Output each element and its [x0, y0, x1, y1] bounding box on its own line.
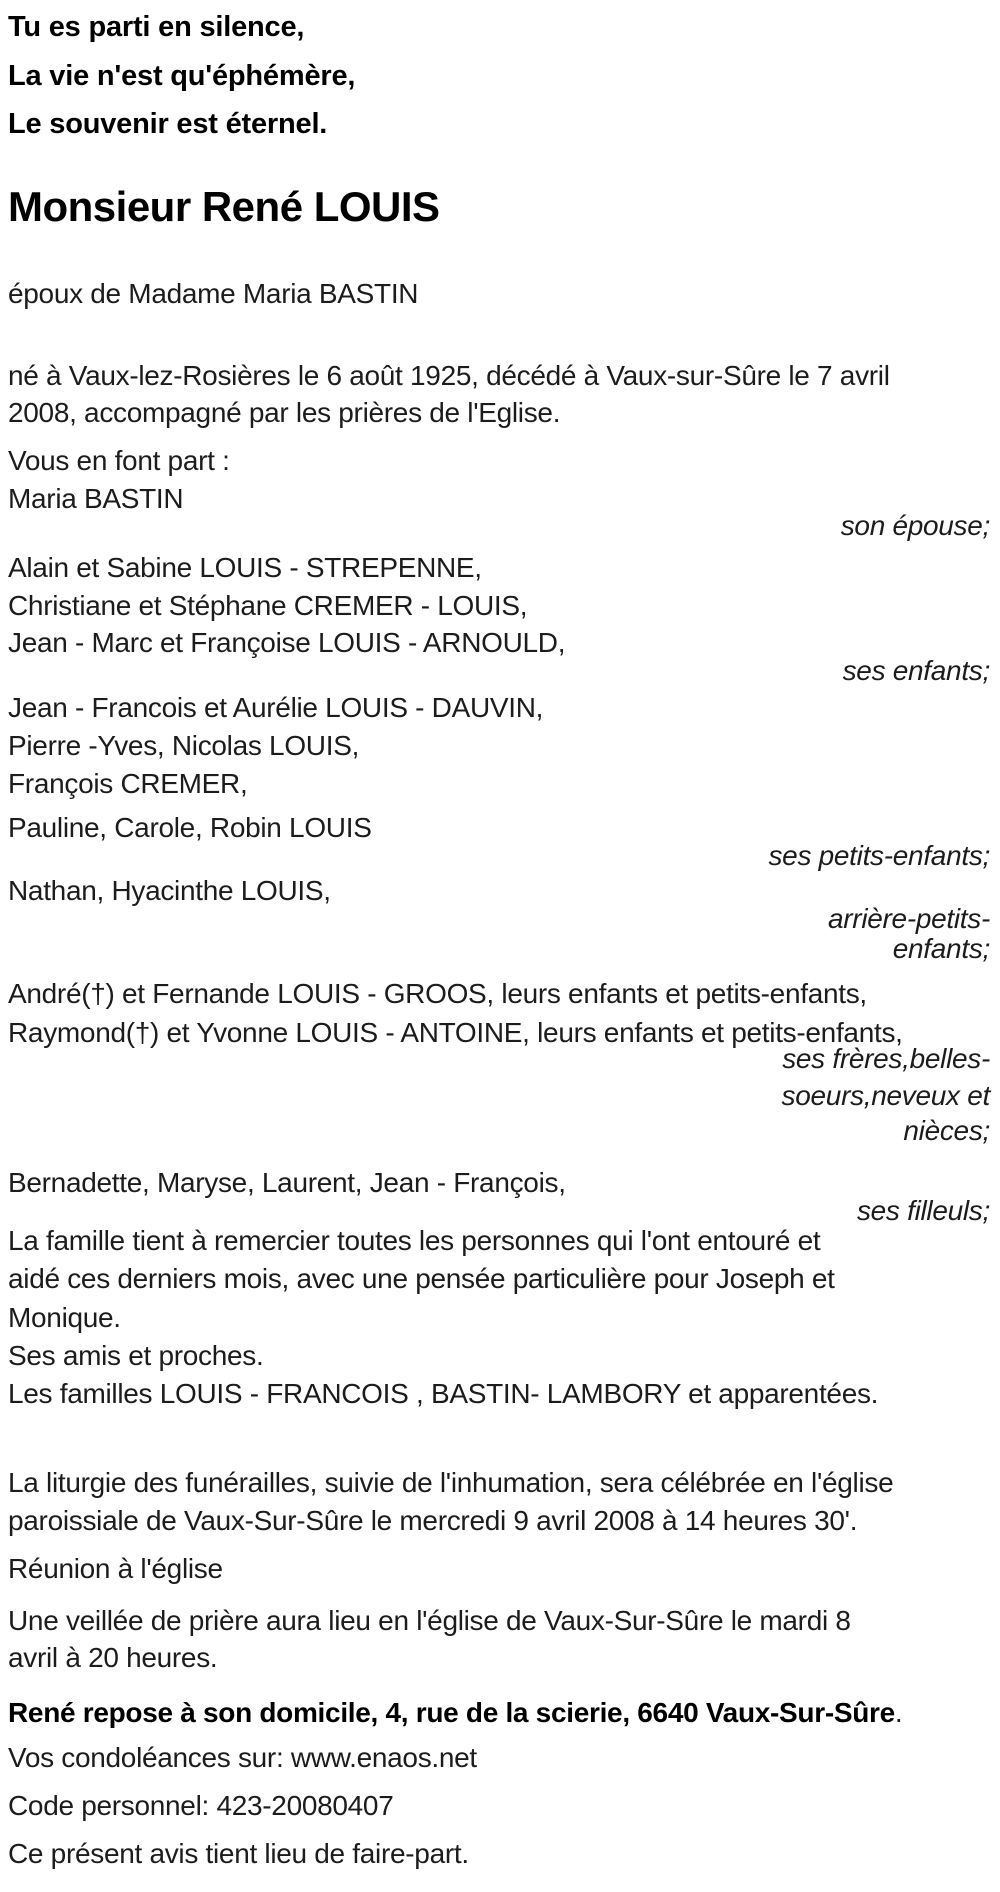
thanks-line-2: aidé ces derniers mois, avec une pensée particulière pour Joseph et [8, 1263, 835, 1294]
epitaph-line-3: Le souvenir est éternel. [8, 108, 328, 140]
sibling-line-2: Raymond(†) et Yvonne LOUIS - ANTOINE, leurs enfants et petits-enfants, [8, 1017, 903, 1048]
sibling-line-1: André(†) et Fernande LOUIS - GROOS, leurs enfants et petits-enfants, [8, 978, 867, 1009]
relation-siblings-3: nièces; [903, 1115, 990, 1146]
repose-line-period: . [894, 1697, 903, 1728]
grandchild-line-4: Pauline, Carole, Robin LOUIS [8, 812, 372, 843]
relation-siblings-1: ses frères,belles- [782, 1043, 990, 1074]
liturgy-line-1: La liturgie des funérailles, suivie de l'inhumation, sera célébrée en l'église [8, 1467, 894, 1498]
friends-line: Ses amis et proches. [8, 1340, 264, 1371]
birth-death-line-2: 2008, accompagné par les prières de l'Eglise. [8, 397, 561, 428]
vigil-line-1: Une veillée de prière aura lieu en l'église de Vaux-Sur-Sûre le mardi 8 [8, 1605, 851, 1636]
grandchild-line-3: François CREMER, [8, 768, 248, 799]
grandchild-line-1: Jean - Francois et Aurélie LOUIS - DAUVIN, [8, 692, 544, 723]
relation-great-grandchildren-2: enfants; [892, 933, 990, 964]
vigil-line-2: avril à 20 heures. [8, 1642, 218, 1673]
relation-grandchildren: ses petits-enfants; [768, 840, 990, 871]
child-line-1: Alain et Sabine LOUIS - STREPENNE, [8, 552, 482, 583]
spouse-name: Maria BASTIN [8, 483, 184, 514]
epitaph-line-2: La vie n'est qu'éphémère, [8, 60, 356, 92]
condolences-line: Vos condoléances sur: www.enaos.net [8, 1742, 477, 1773]
announcement-intro: Vous en font part : [8, 445, 230, 476]
relation-children: ses enfants; [842, 655, 990, 686]
grandchild-line-2: Pierre -Yves, Nicolas LOUIS, [8, 730, 360, 761]
relation-siblings-2: soeurs,neveux et [781, 1080, 990, 1111]
child-line-3: Jean - Marc et Françoise LOUIS - ARNOULD, [8, 627, 566, 658]
deceased-name: Monsieur René LOUIS [8, 183, 440, 230]
relation-spouse: son épouse; [840, 510, 990, 541]
godchildren-line: Bernadette, Maryse, Laurent, Jean - François, [8, 1167, 566, 1198]
repose-line-bold: René repose à son domicile, 4, rue de la scierie, 6640 Vaux-Sur-Sûre [8, 1697, 895, 1728]
child-line-2: Christiane et Stéphane CREMER - LOUIS, [8, 590, 528, 621]
relation-godchildren: ses filleuls; [856, 1195, 990, 1226]
personal-code-line: Code personnel: 423-20080407 [8, 1790, 394, 1821]
great-grandchild-line: Nathan, Hyacinthe LOUIS, [8, 875, 331, 906]
church-meeting-line: Réunion à l'église [8, 1553, 223, 1584]
epitaph-line-1: Tu es parti en silence, [8, 11, 305, 43]
thanks-line-3: Monique. [8, 1302, 121, 1333]
relation-great-grandchildren-1: arrière-petits- [828, 903, 990, 934]
liturgy-line-2: paroissiale de Vaux-Sur-Sûre le mercredi 9 avril 2008 à 14 heures 30'. [8, 1505, 858, 1536]
families-line: Les familles LOUIS - FRANCOIS , BASTIN- LAMBORY et apparentées. [8, 1378, 879, 1409]
notice-line: Ce présent avis tient lieu de faire-part. [8, 1838, 469, 1869]
birth-death-line-1: né à Vaux-lez-Rosières le 6 août 1925, décédé à Vaux-sur-Sûre le 7 avril [8, 360, 890, 391]
repose-line [8, 1696, 902, 1730]
spouse-relation-line: époux de Madame Maria BASTIN [8, 278, 419, 309]
thanks-line-1: La famille tient à remercier toutes les personnes qui l'ont entouré et [8, 1225, 821, 1256]
